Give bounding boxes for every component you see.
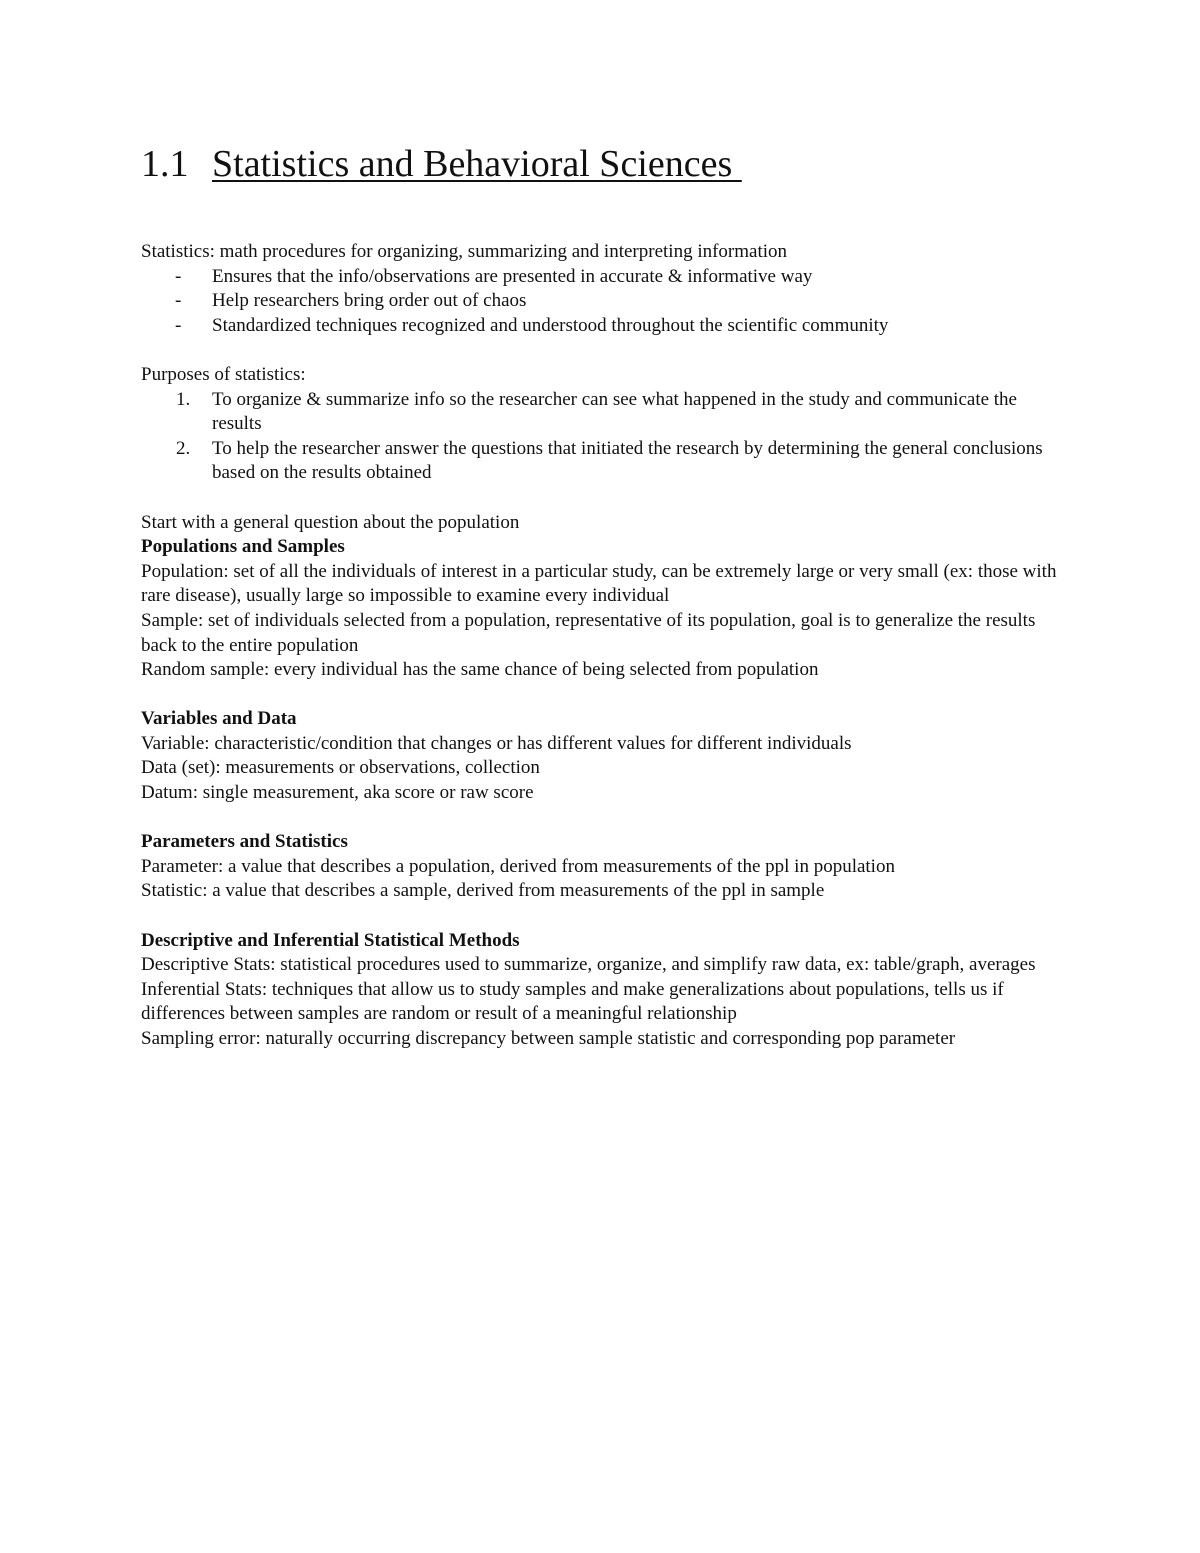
dash-marker: -: [175, 314, 182, 336]
purposes-heading: Purposes of statistics:: [141, 363, 306, 385]
population-definition: Population: set of all the individuals of interest in a particular study, can be extremely large or very small (ex: those with rare disease), usually large so impossible to examine every individual: [141, 560, 1057, 607]
random-sample-definition: Random sample: every individual has the same chance of being selected from population: [141, 659, 819, 681]
sample-definition: Sample: set of individuals selected from a population, representative of its population, goal is to generalize the results back to the entire population: [141, 609, 1036, 656]
bullet-text: Ensures that the info/observations are presented in accurate & informative way: [212, 265, 813, 287]
list-item: [141, 437, 1071, 486]
variables-heading: Variables and Data: [141, 708, 297, 730]
purpose-text: To organize & summarize info so the researcher can see what happened in the study and communicate the results: [212, 388, 1017, 435]
dash-marker: -: [175, 290, 182, 312]
section-title: Statistics and Behavioral Sciences: [212, 143, 742, 185]
statistic-definition: Statistic: a value that describes a sample, derived from measurements of the ppl in sample: [141, 880, 825, 902]
bullet-text: Standardized techniques recognized and understood throughout the scientific community: [212, 314, 889, 336]
list-item: [141, 314, 1071, 339]
sampling-error-definition: Sampling error: naturally occurring discrepancy between sample statistic and corresponding pop parameter: [141, 1028, 956, 1049]
document-body: [141, 138, 1071, 1052]
populations-heading: Populations and Samples: [141, 536, 345, 558]
statistics-bullets: [141, 265, 1071, 339]
parameters-heading: Parameters and Statistics: [141, 831, 348, 853]
bullet-text: Help researchers bring order out of chaos: [212, 290, 527, 312]
number-marker: 2.: [176, 437, 191, 459]
data-definition: Data (set): measurements or observations, collection: [141, 757, 540, 779]
list-item: [141, 265, 1071, 290]
number-marker: 1.: [176, 388, 191, 410]
list-item: [141, 388, 1071, 437]
statistics-definition: Statistics: math procedures for organizing, summarizing and interpreting information: [141, 241, 788, 262]
dash-marker: -: [175, 265, 182, 287]
parameter-definition: Parameter: a value that describes a population, derived from measurements of the ppl in population: [141, 855, 895, 877]
methods-heading: Descriptive and Inferential Statistical Methods: [141, 929, 520, 951]
variable-definition: Variable: characteristic/condition that changes or has different values for different individuals: [141, 732, 852, 754]
datum-definition: Datum: single measurement, aka score or raw score: [141, 782, 534, 804]
descriptive-definition: Descriptive Stats: statistical procedures used to summarize, organize, and simplify raw data, ex: table/graph, averages: [141, 954, 1036, 976]
purpose-text: To help the researcher answer the questions that initiated the research by determining the general conclusions based on the results obtained: [212, 437, 1043, 484]
inferential-definition: Inferential Stats: techniques that allow us to study samples and make generalizations about populations, tells us if differences between samples are random or result of a meaningful relationship: [141, 978, 1004, 1025]
page-title: [141, 138, 1071, 190]
list-item: [141, 289, 1071, 314]
purposes-list: [141, 388, 1071, 486]
section-number: 1.1: [141, 143, 189, 185]
population-lead: Start with a general question about the population: [141, 511, 520, 533]
